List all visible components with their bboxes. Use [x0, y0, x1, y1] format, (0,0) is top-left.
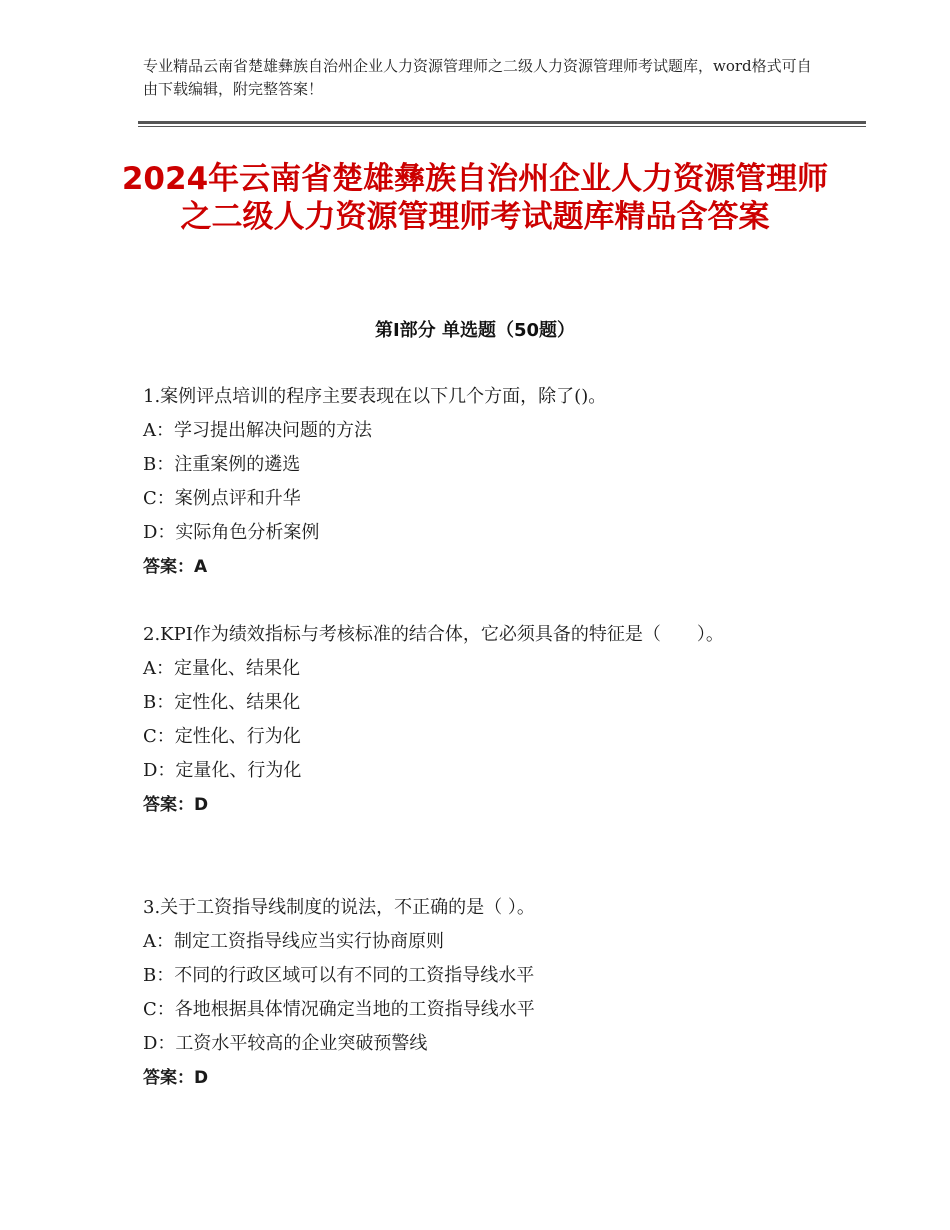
- option-a: A：制定工资指导线应当实行协商原则: [143, 931, 444, 952]
- option-d: D：定量化、行为化: [143, 760, 302, 781]
- option-c: C：各地根据具体情况确定当地的工资指导线水平: [143, 999, 535, 1020]
- question-stem: 1.案例评点培训的程序主要表现在以下几个方面，除了()。: [143, 386, 607, 407]
- header-rule: [138, 121, 866, 124]
- section-title: 第Ⅰ部分 单选题（50题）: [374, 320, 575, 341]
- question: [143, 380, 803, 584]
- option-a: A：学习提出解决问题的方法: [143, 420, 372, 441]
- option-d: D：实际角色分析案例: [143, 522, 320, 543]
- option-b: B：不同的行政区域可以有不同的工资指导线水平: [143, 965, 535, 986]
- question: [143, 618, 803, 822]
- answer: 答案：D: [143, 1068, 209, 1088]
- question-stem: 3.关于工资指导线制度的说法，不正确的是（ ）。: [143, 897, 535, 918]
- option-a: A：定量化、结果化: [143, 658, 300, 679]
- header-note: 专业精品云南省楚雄彝族自治州企业人力资源管理师之二级人力资源管理师考试题库，word格式可自由下载编辑，附完整答案！: [143, 57, 812, 98]
- option-c: C：案例点评和升华: [143, 488, 301, 509]
- question-stem: 2.KPI作为绩效指标与考核标准的结合体，它必须具备的特征是（ ）。: [143, 624, 724, 645]
- document-title: 2024年云南省楚雄彝族自治州企业人力资源管理师之二级人力资源管理师考试题库精品含答案: [121, 161, 829, 235]
- question: [143, 891, 803, 1095]
- option-c: C：定性化、行为化: [143, 726, 301, 747]
- answer: 答案：A: [143, 557, 208, 577]
- answer: 答案：D: [143, 795, 209, 815]
- option-b: B：注重案例的遴选: [143, 454, 301, 475]
- option-d: D：工资水平较高的企业突破预警线: [143, 1033, 428, 1054]
- header-rule-thin: [138, 126, 866, 127]
- option-b: B：定性化、结果化: [143, 692, 301, 713]
